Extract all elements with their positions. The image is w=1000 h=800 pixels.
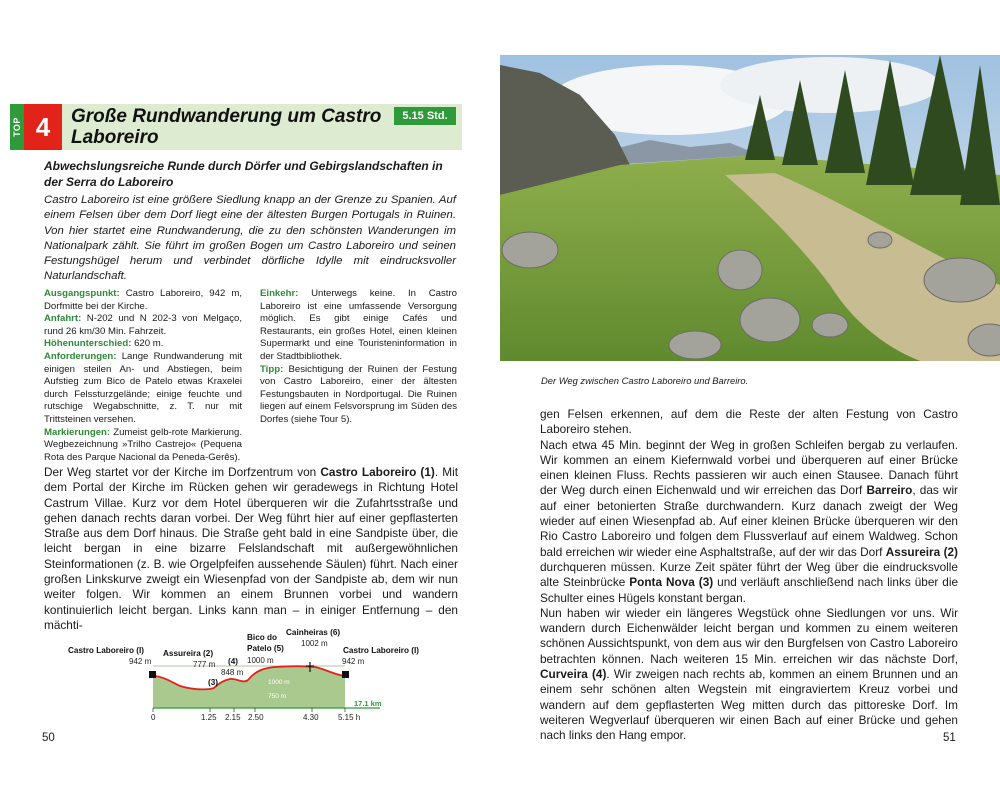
fact-label-elevation: Höhenunterschied:	[44, 338, 132, 350]
place-name: Curveira (4)	[540, 667, 607, 682]
place-name: Assureira (2)	[885, 544, 958, 559]
waypoint-elev: 942 m	[342, 657, 365, 666]
page-number-left: 50	[42, 732, 55, 744]
text-run: Nun haben wir wieder ein längeres Wegstück ohne Siedlungen vor uns. Wir wandern durch Eichenwälder leicht bergan und kommen zu einem weiteren schönen Aussichtspunkt, von dem aus wir den Burgfelsen von Castro Laboreiro betrachten können. Nach weiteren 15 Min. erreichen wir das nächste Dorf,	[540, 605, 958, 666]
text-run: Nach etwa 45 Min. beginnt der Weg in großen Schleifen bergab zu verlaufen. Wir kommen an einem Kiefernwald vorbei und überqueren auf einer Brücke einen kleinen Fluss. Rechts passieren wir auch einen Stausee. Danach führt der Weg durch einen Eichenwald und wir erreichen das Dorf	[540, 437, 958, 498]
top-tab	[10, 104, 24, 150]
page-number-right: 51	[943, 732, 956, 744]
waypoint-elev: 942 m	[129, 657, 152, 666]
fact-value-requirements: Lange Rundwanderung mit einigen steilen An- und Abstiegen, beim Aufstieg zum Bico de Patelo etwas Kraxelei durch Felssturzgelände; einige feuchte und rutschige Wegabschnitte, z. T. nur mit Trittsteinen versehen.	[44, 350, 242, 425]
waypoint-name: (4)	[228, 657, 239, 666]
time-label: 2.15	[225, 713, 241, 722]
distance-label: 17.1 km	[354, 699, 382, 708]
place-name: Castro Laboreiro (1)	[320, 465, 435, 479]
waypoint-name: Castro Laboreiro (I)	[343, 646, 419, 655]
left-body-text	[44, 465, 458, 633]
fact-label-requirements: Anforderungen:	[44, 350, 117, 362]
fact-value-start: Castro Laboreiro, 942 m, Dorfmitte bei der Kirche.	[44, 288, 242, 312]
time-label: 2.50	[248, 713, 264, 722]
text-run: durchqueren müssen. Kurze Zeit später führt der Weg über die eindrucksvolle alte Steinbrücke	[540, 559, 958, 590]
text-run: , das wir auf einer betonierten Straße durchwandern. Kurz danach zweigt der Weg wieder auf einen Wiesenpfad ab. Auf einer kleinen Brücke überqueren wir den Rio Castro Laboreiro und folgen dem Flussverlauf auf einem Waldweg. Schon bald erreichen wir wieder eine Asphaltstraße, auf der wir das Dorf	[540, 483, 958, 559]
fact-label-start: Ausgangspunkt:	[44, 288, 120, 299]
paragraph: gen Felsen erkennen, auf dem die Reste der alten Festung von Castro Laboreiro stehen.	[540, 407, 958, 437]
text-run: . Wir zweigen nach rechts ab, kommen an einem Brunnen und an einem sehr schönen alten Wegstein mit eingraviertem Kreuz vorbei und wandern auf dem gepflasterten Weg mitten durch das pittoreske Dorf. Im weiteren Wegverlauf überqueren wir einen Bach auf einer Brücke und gehen nach links den Hang empor.	[540, 667, 958, 743]
waypoint-elev: 848 m	[221, 668, 244, 677]
fact-value-refresh: Unterwegs keine. In Castro Laboreiro ist eine umfassende Versorgung möglich. Es gibt einige Cafés und Restaurants, ein großes Hotel, einen kleinen Supermarkt und eine Touristeninformation in der Stadtbibliothek.	[260, 288, 457, 362]
right-body-text	[540, 407, 958, 744]
top-tab-label: TOP	[12, 117, 22, 137]
facts-column-right	[260, 288, 457, 427]
page-title: Große Rundwanderung um Castro Laboreiro	[71, 106, 382, 148]
waypoint-name: Patelo (5)	[247, 644, 284, 653]
waypoint-name: Assureira (2)	[163, 649, 214, 658]
waypoint-name: Castro Laboreiro (I)	[68, 646, 144, 655]
fact-value-markings: Zumeist gelb-rote Markierung. Wegbezeichnung »Trilho Castrejo« (Pequena Rota des Parque Nacional da Peneda-Gerês).	[44, 426, 243, 463]
fact-label-markings: Markierungen:	[44, 426, 111, 438]
elevation-profile	[60, 618, 460, 730]
tour-number: 4	[24, 104, 62, 150]
waypoint-name: (3)	[208, 678, 219, 687]
intro-text: Castro Laboreiro ist eine größere Siedlung knapp an der Grenze zu Spanien. Auf einem Felsen über dem Dorf liegt eine der ältesten Burgen Portugals in Ruinen. Von hier startet eine Rundwanderung, die zu den schönsten Wanderungen im Nationalpark zählt. Sie führt im großen Bogen um Castro Laboreiro und seinen Festungshügel herum und verbindet dörfliche Idylle mit eindrucksvoller Naturlandschaft.	[44, 194, 456, 283]
time-label: 5.15 h	[338, 713, 361, 722]
subtitle: Abwechslungsreiche Runde durch Dörfer und Gebirgslandschaften in der Serra do Laboreiro	[44, 159, 443, 189]
house-icon	[342, 671, 349, 678]
text-run: und verläuft anschließend nach links über die Schulter eines Hügels konstant bergan.	[540, 575, 959, 605]
fact-value-tip: Besichtigung der Ruinen der Festung von Castro Laboreiro, einer der ältesten Festungsbauten in Nordportugal. Die Ruinen liegen auf einem Felsvorsprung im Süden des Dorfes (siehe Tour 5).	[260, 363, 457, 425]
fact-value-elevation: 620 m.	[134, 338, 164, 350]
facts-column-left	[44, 288, 242, 464]
fact-value-access: N-202 und N 202-3 von Melgaço, rund 26 km/30 Min. Fahrzeit.	[44, 313, 242, 337]
text-run: Der Weg startet vor der Kirche im Dorfzentrum von	[44, 465, 321, 479]
duration-badge: 5.15 Std.	[394, 107, 456, 125]
place-name: Barreiro	[866, 483, 913, 498]
fact-label-tip: Tipp:	[260, 363, 284, 375]
grid-label-750: 750 m	[268, 693, 287, 700]
waypoint-elev: 1002 m	[301, 639, 328, 648]
time-label: 0	[151, 713, 156, 722]
grid-label-1000: 1000 m	[268, 679, 290, 686]
waypoint-elev: 777 m	[193, 660, 216, 669]
waypoint-name: Cainheiras (6)	[286, 628, 341, 637]
place-name: Ponta Nova (3)	[629, 575, 714, 590]
fact-label-access: Anfahrt:	[44, 313, 82, 325]
time-label: 1.25	[201, 713, 217, 722]
photo-caption: Der Weg zwischen Castro Laboreiro und Barreiro.	[541, 375, 749, 386]
waypoint-name: Bico do	[247, 633, 278, 642]
fact-label-refresh: Einkehr:	[260, 288, 299, 299]
waypoint-elev: 1000 m	[247, 656, 274, 665]
house-icon	[149, 671, 156, 678]
text-run: . Mit dem Portal der Kirche im Rücken gehen wir geradewegs in Richtung Hotel Castrum Villae. Kurz vor dem Hotel überqueren wir die Zufahrtsstraße und gehen danach rechts daran vorbei. Der Weg führt hier auf einer gepflasterten Straße aus dem Dorf hinaus. Die Straße geht bald in eine Sandpiste über, die leicht bergan in eine bizarre Felslandschaft mit außergewöhnlichen Steinformationen (z. B. wie Orgelpfeifen aussehende Säulen) führt. Nach einer großen Linkskurve zweigt ein Wiesenpfad von der Sandpiste ab, dem wir nun weiter folgen. Wir kommen an einem Brunnen vorbei und wandern kontinuierlich leicht bergan. Links kann man – in einiger Entfernung – den mächti-	[44, 465, 459, 632]
landscape-photo	[500, 55, 1000, 361]
time-label: 4.30	[303, 713, 319, 722]
